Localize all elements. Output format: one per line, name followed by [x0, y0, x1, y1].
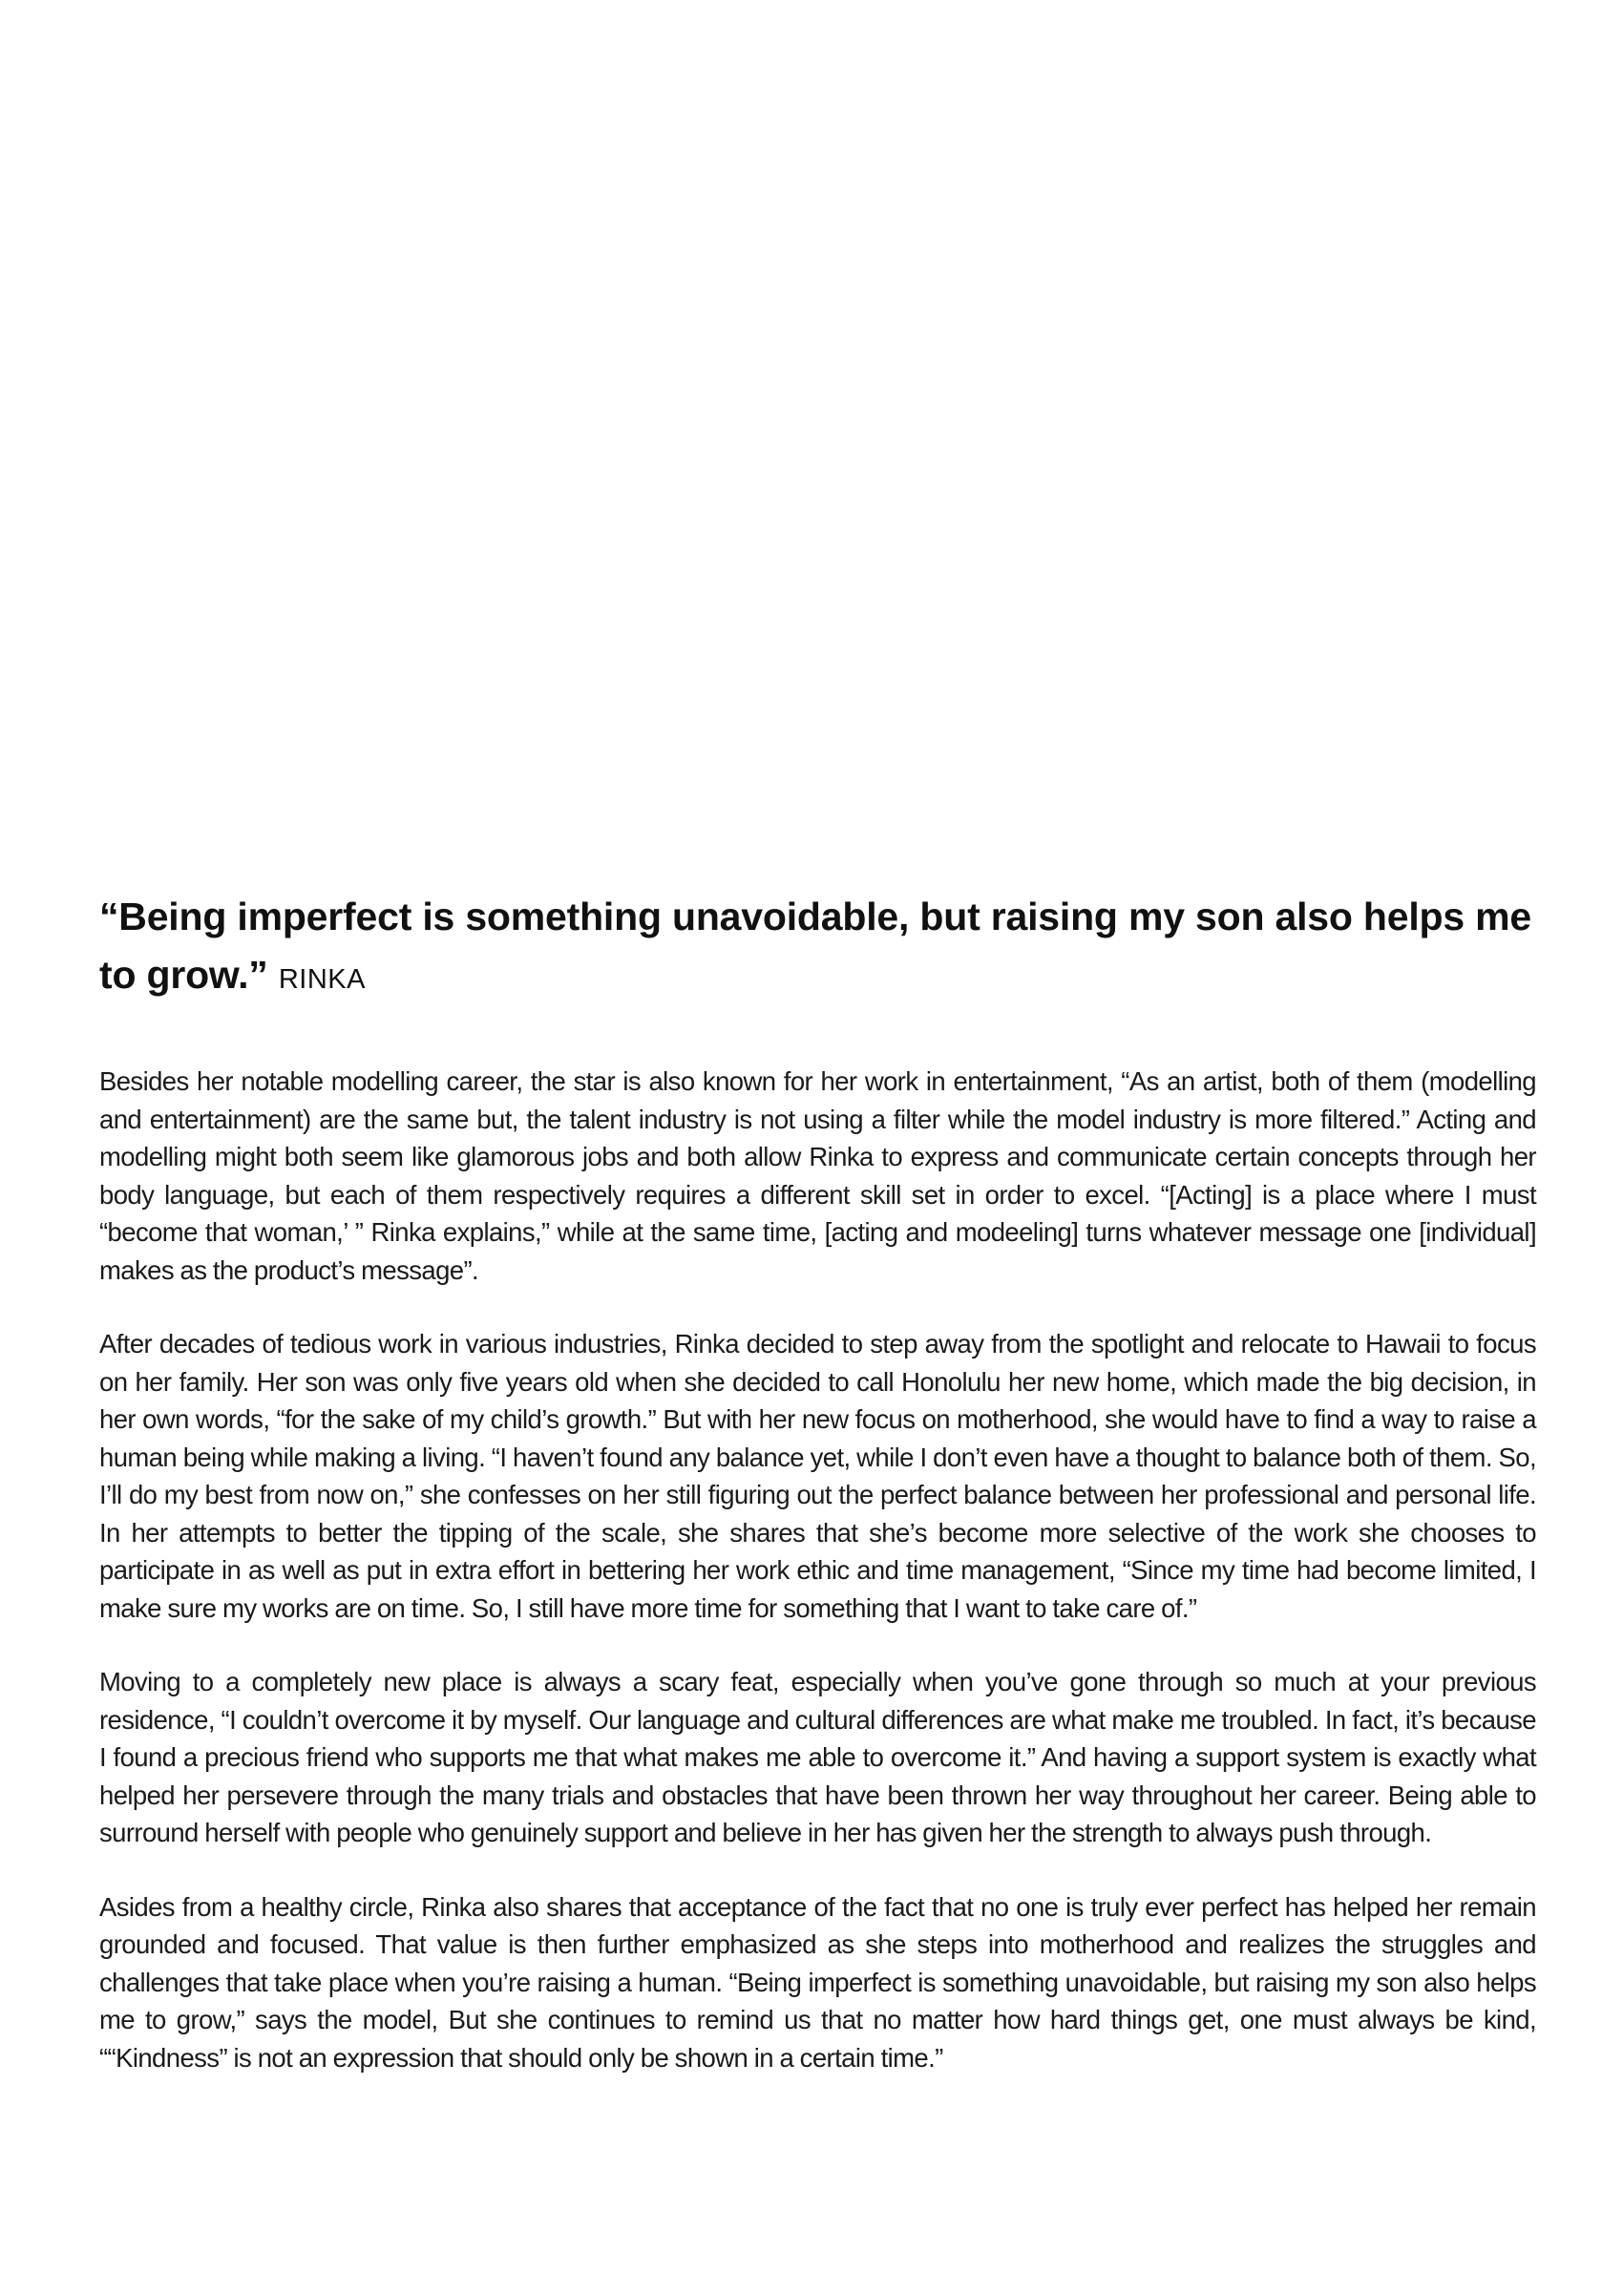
body-paragraph-2: After decades of tedious work in various industries, Rinka decided to step away from the spotlight and relocate to Hawaii to focus on her family. Her son was only five years old when she decided to call Honolulu her new home, which made the big decision, in her own words, “for the sake of my child’s growth.” But with her new focus on motherhood, she would have to find a way to raise a human being while making a living. “I haven’t found any balance yet, while I don’t even have a thought to balance both of them. So, I’ll do my best from now on,” she confesses on her still figuring out the perfect balance between her professional and personal life. In her attempts to better the tipping of the scale, she shares that she’s become more selective of the work she chooses to participate in as well as put in extra effort in bettering her work ethic and time management, “Since my time had become limited, I make sure my works are on time. So, I still have more time for something that I want to take care of.”	[99, 1329, 1536, 1623]
pull-quote	[99, 888, 1536, 1009]
pull-quote-text: “Being imperfect is something unavoidable, but raising my son also helps me to grow.”	[99, 895, 1532, 997]
body-paragraph-3: Moving to a completely new place is always a scary feat, especially when you’ve gone through so much at your previous residence, “I couldn’t overcome it by myself. Our language and cultural differences are what make me troubled. In fact, it’s because I found a precious friend who supports me that what makes me able to overcome it.” And having a support system is exactly what helped her persevere through the many trials and obstacles that have been thrown her way throughout her career. Being able to surround herself with people who genuinely support and believe in her has given her the strength to always push through.	[99, 1667, 1536, 1847]
body-paragraph-4: Asides from a healthy circle, Rinka also shares that acceptance of the fact that no one is truly ever perfect has helped her remain grounded and focused. That value is then further emphasized as she steps into motherhood and realizes the struggles and challenges that take place when you’re raising a human. “Being imperfect is something unavoidable, but raising my son also helps me to grow,” says the model, But she continues to remind us that no matter how hard things get, one must always be kind, ““Kindness” is not an expression that should only be shown in a certain time.”	[99, 1891, 1536, 2073]
pull-quote-attribution: RINKA	[278, 964, 366, 995]
article	[99, 888, 1536, 2113]
body-paragraph-1: Besides her notable modelling career, the star is also known for her work in entertainment, “As an artist, both of them (modelling and entertainment) are the same but, the talent industry is not using a filter while the model industry is more filtered.” Acting and modelling might both seem like glamorous jobs and both allow Rinka to express and communicate certain concepts through her body language, but each of them respectively requires a different skill set in order to excel. “[Acting] is a place where I must “become that woman,’ ” Rinka explains,” while at the same time, [acting and modeeling] turns whatever message one [individual] makes as the product’s message”.	[99, 1066, 1536, 1285]
